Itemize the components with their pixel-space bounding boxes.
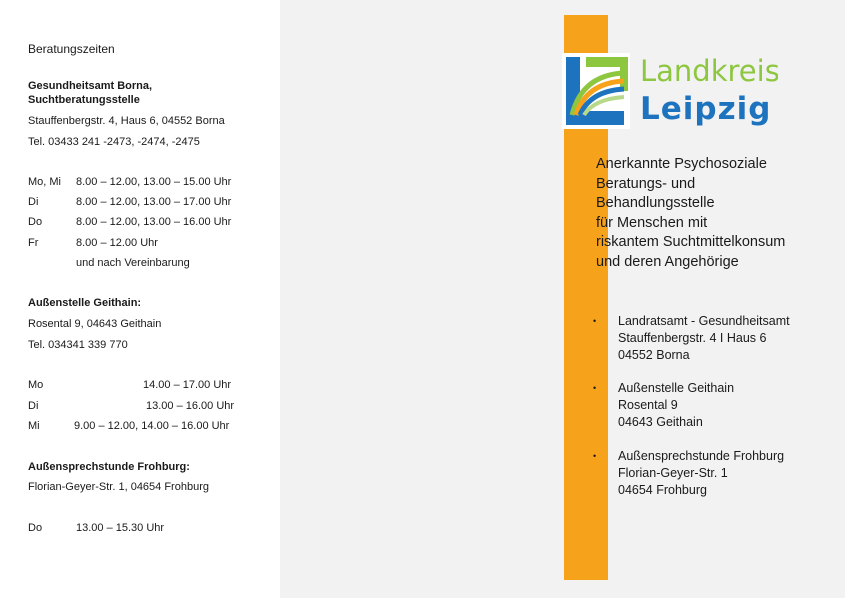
geithain-hours-time: 13.00 – 16.00 Uhr (146, 400, 235, 412)
location-line: Rosental 9 (618, 398, 678, 412)
geithain-hours-day: Mi (28, 420, 40, 432)
office-phone: Tel. 03433 241 -2473, -2474, -2475 (28, 136, 200, 148)
heading-line: für Menschen mit (596, 214, 708, 231)
geithain-hours-day: Di (28, 400, 39, 412)
hours-time: 8.00 – 12.00, 13.00 – 15.00 Uhr (76, 176, 232, 188)
bullet-icon: • (593, 383, 597, 393)
hours-time: 8.00 – 12.00, 13.00 – 16.00 Uhr (76, 216, 232, 228)
office-name-line1: Gesundheitsamt Borna, (28, 80, 153, 92)
appointment-note: und nach Vereinbarung (76, 257, 190, 269)
frohburg-hours-day: Do (28, 522, 43, 534)
heading-line: Beratungs- und (596, 175, 696, 192)
geithain-phone: Tel. 034341 339 770 (28, 339, 128, 351)
geithain-address: Rosental 9, 04643 Geithain (28, 318, 162, 330)
frohburg-hours-time: 13.00 – 15.30 Uhr (76, 522, 165, 534)
hours-time: 8.00 – 12.00, 13.00 – 17.00 Uhr (76, 196, 232, 208)
office-name-line2: Suchtberatungsstelle (28, 94, 140, 106)
hours-day: Do (28, 216, 43, 228)
hours-day: Di (28, 196, 39, 208)
location-line: Landratsamt - Gesundheitsamt (618, 314, 790, 328)
location-line: Außenstelle Geithain (618, 381, 735, 395)
geithain-hours-day: Mo (28, 379, 44, 391)
service-heading (596, 155, 785, 273)
frohburg-address: Florian-Geyer-Str. 1, 04654 Frohburg (28, 481, 209, 493)
geithain-hours-time: 14.00 – 17.00 Uhr (143, 379, 232, 391)
location-line: Florian-Geyer-Str. 1 (618, 466, 728, 480)
left-panel (0, 0, 280, 598)
bullet-icon: • (593, 316, 597, 326)
location-line: Außensprechstunde Frohburg (618, 449, 785, 463)
heading-line: und deren Angehörige (596, 253, 739, 270)
logo-text-landkreis: Landkreis (640, 54, 778, 88)
hours-day: Fr (28, 237, 39, 249)
geithain-title: Außenstelle Geithain: (28, 297, 142, 309)
geithain-hours-time: 9.00 – 12.00, 14.00 – 16.00 Uhr (74, 420, 230, 432)
location-line: 04643 Geithain (618, 415, 703, 429)
hours-time: 8.00 – 12.00 Uhr (76, 237, 158, 249)
bullet-icon: • (593, 451, 597, 461)
hours-day: Mo, Mi (28, 176, 61, 188)
location-line: Stauffenbergstr. 4 I Haus 6 (618, 331, 767, 345)
office-address: Stauffenbergstr. 4, Haus 6, 04552 Borna (28, 115, 225, 127)
logo-text-leipzig: Leipzig (640, 91, 772, 127)
logo-mark-icon (562, 53, 778, 129)
page-title: Beratungszeiten (28, 42, 115, 56)
location-line: 04654 Frohburg (618, 483, 707, 497)
location-line: 04552 Borna (618, 348, 690, 362)
heading-line: Behandlungsstelle (596, 195, 715, 212)
frohburg-title: Außensprechstunde Frohburg: (28, 461, 190, 473)
heading-line: riskantem Suchtmittelkonsum (596, 234, 786, 251)
heading-line: Anerkannte Psychosoziale (596, 156, 767, 172)
landkreis-leipzig-logo (562, 53, 778, 129)
